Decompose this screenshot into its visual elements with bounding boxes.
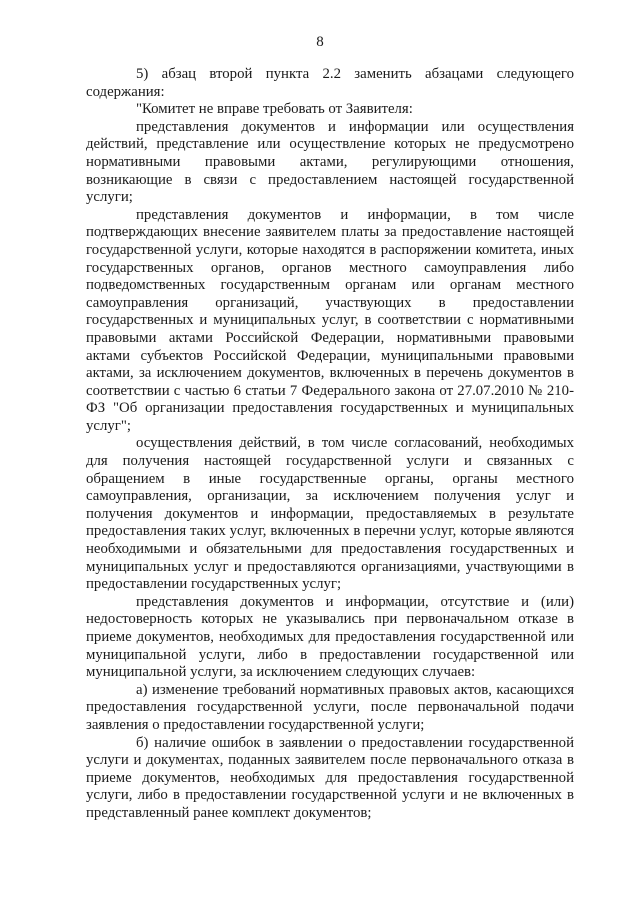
paragraph-documents-held-by-agencies: представления документов и информации, в том числе подтверждающих внесение заявителем платы за предоставление настоящей государственной услуги, которые находятся в распоряжении комитета, иных государственных органов, органов местного самоуправления либо подведомственных государственным органам или органам местного самоуправления организаций, участвующих в предоставлении государственных и муниципальных услуг, в соответствии с нормативными правовыми актами Российской Федерации, нормативными правовыми актами субъектов Российской Федерации, муниципальными правовыми актами, за исключением документов, включенных в перечень документов в соответствии с частью 6 статьи 7 Федерального закона от 27.07.2010 № 210-ФЗ "Об организации предоставления государственных и муниципальных услуг"; [86,206,574,434]
paragraph-amendment-intro: 5) абзац второй пункта 2.2 заменить абзацами следующего содержания: [86,66,574,100]
document-body [86,66,574,823]
paragraph-missing-documents-exceptions: представления документов и информации, отсутствие и (или) недостоверность которых не указывались при первоначальном отказе в приеме документов, необходимых для предоставления государственной или муниципальной услуги, либо в предоставлении государственной или муниципальной услуги, за исключением следующих случаев: [86,593,574,681]
paragraph-actions-approvals: осуществления действий, в том числе согласований, необходимых для получения настоящей государственной услуги и связанных с обращением в иные государственные органы, органы местного самоуправления, организации, за исключением получения услуг и получения документов и информации, предоставляемых в результате предоставления таких услуг, включенных в перечни услуг, которые являются необходимыми и обязательными для предоставления государственных и муниципальных услуг и предоставляются организациями, участвующими в предоставлении государственных услуг; [86,435,574,593]
paragraph-exception-b: б) наличие ошибок в заявлении о предоставлении государственной услуги и документах, поданных заявителем после первоначального отказа в приеме документов, необходимых для предоставления государственной услуги, либо в предоставлении государственной услуги и не включенных в представленный ранее комплект документов; [86,734,574,821]
paragraph-committee-may-not-require: "Комитет не вправе требовать от Заявителя: [136,101,413,118]
paragraph-exception-a: а) изменение требований нормативных правовых актов, касающихся предоставления государственной услуги, после первоначальной подачи заявления о предоставлении государственной услуги; [86,681,574,733]
page-number: 8 [316,34,324,50]
paragraph-documents-not-required-by-law: представления документов и информации или осуществления действий, представление или осуществление которых не предусмотрено нормативными правовыми актами, регулирующими отношения, возникающие в связи с предоставлением настоящей государственной услуги; [86,118,574,206]
